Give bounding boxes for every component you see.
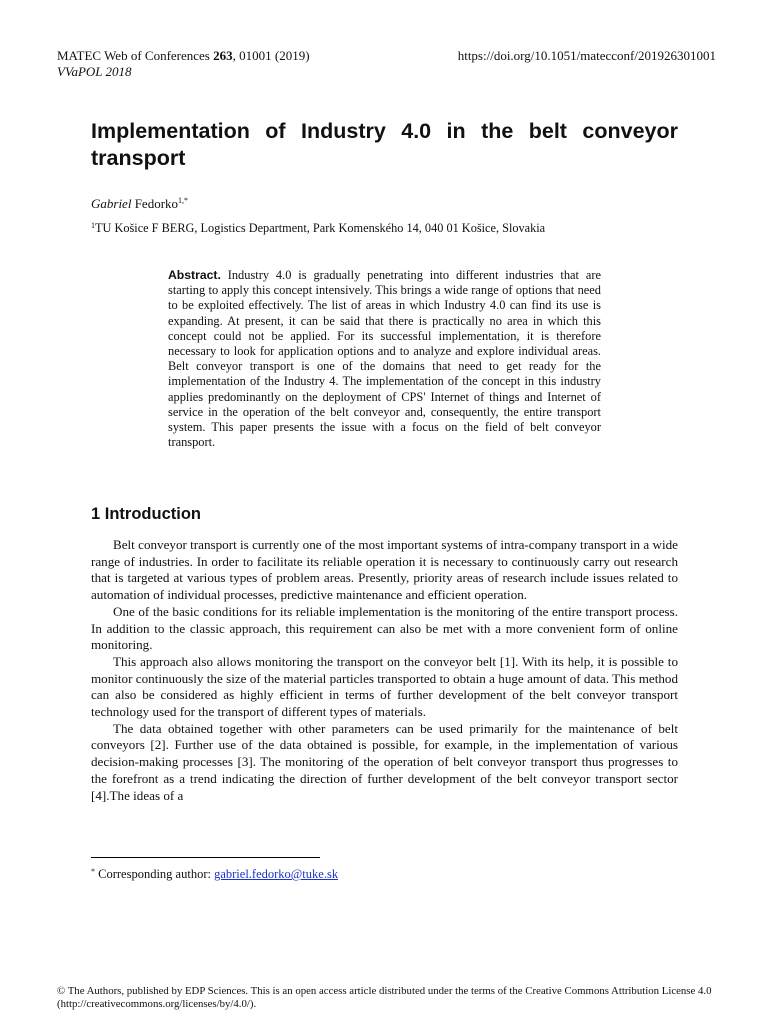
paragraph: One of the basic conditions for its reliable implementation is the monitoring of the entire transport process. In addition to the classic approach, this requirement can also be met with a more convenient form of online monitoring.	[91, 603, 678, 653]
license-notice: © The Authors, published by EDP Sciences. This is an open access article distributed under the terms of the Creative Commons Attribution License 4.0 (http://creativecommons.org/licenses/by/4.0/).	[57, 985, 712, 1010]
footnote	[91, 867, 338, 882]
doi-link[interactable]: https://doi.org/10.1051/matecconf/201926301001	[457, 48, 716, 63]
footnote-mark: *	[91, 867, 95, 876]
journal-citation	[57, 48, 310, 64]
journal-name: MATEC Web of Conferences	[57, 48, 214, 63]
conference-name: VVaPOL 2018	[57, 64, 132, 79]
paragraph: Belt conveyor transport is currently one of the most important systems of intra-company transport in a wide range of industries. In order to facilitate its reliable operation it is necessary to continuously carry out research that is targeted at various types of problem areas. Presently, priority areas of research include issues related to automation of individual processes, predictive maintenance and efficient operation.	[91, 537, 678, 603]
article-number: , 01001 (2019)	[232, 48, 310, 63]
abstract	[168, 268, 601, 450]
affiliation-mark: 1	[91, 221, 95, 230]
paper-title: Implementation of Industry 4.0 in the belt conveyor transport	[91, 119, 678, 170]
author-line	[91, 196, 188, 212]
section-body	[91, 537, 678, 804]
author-given-name: Gabriel	[91, 196, 132, 211]
author-family-name: Fedorko	[131, 196, 179, 211]
paragraph: The data obtained together with other parameters can be used primarily for the maintenance of belt conveyors [2]. Further use of the data obtained is possible, for example, in the implementation of various decision-making processes [3]. The monitoring of the operation of belt conveyor transport thus progresses to the forefront as a trend indicating the direction of further development of the belt conveyor transport sector [4].The ideas of a	[91, 720, 678, 803]
author-email-link[interactable]: gabriel.fedorko@tuke.sk	[214, 867, 339, 881]
abstract-label: Abstract.	[168, 268, 221, 282]
section-heading: 1 Introduction	[91, 505, 201, 523]
author-marks: 1,*	[178, 196, 189, 205]
abstract-text: Industry 4.0 is gradually penetrating into different industries that are starting to apply this concept intensively. This brings a wide range of options that need to be exploited effectively. The list of areas in which Industry 4.0 can find its use is expanding. At present, it can be said that there is practically no area in which this concept could not be applied. For its successful implementation, it is therefore necessary to look for application options and to analyze and explore individual areas. Belt conveyor transport is one of the domains that need to get ready for the implementation of the Industry 4. The implementation of the concept in this industry applies predominantly on the deployment of CPS' Internet of things and Internet of service in the operation of the belt conveyor and, consequently, the entire transport system. This paper presents the issue with a focus on the field of belt conveyor transport.	[168, 268, 601, 450]
footnote-divider	[91, 857, 320, 858]
paragraph: This approach also allows monitoring the transport on the conveyor belt [1]. With its help, it is possible to monitor continuously the size of the material particles transported to obtain a huge amount of data. This method can also be considered as highly efficient in terms of further development of the belt conveyor transport technology used for the transport of different types of materials.	[91, 653, 678, 720]
footnote-label: Corresponding author:	[95, 867, 215, 881]
affiliation-text: TU Košice F BERG, Logistics Department, Park Komenského 14, 040 01 Košice, Slovakia	[95, 221, 546, 235]
affiliation	[91, 221, 545, 236]
journal-volume: 263	[213, 48, 233, 63]
